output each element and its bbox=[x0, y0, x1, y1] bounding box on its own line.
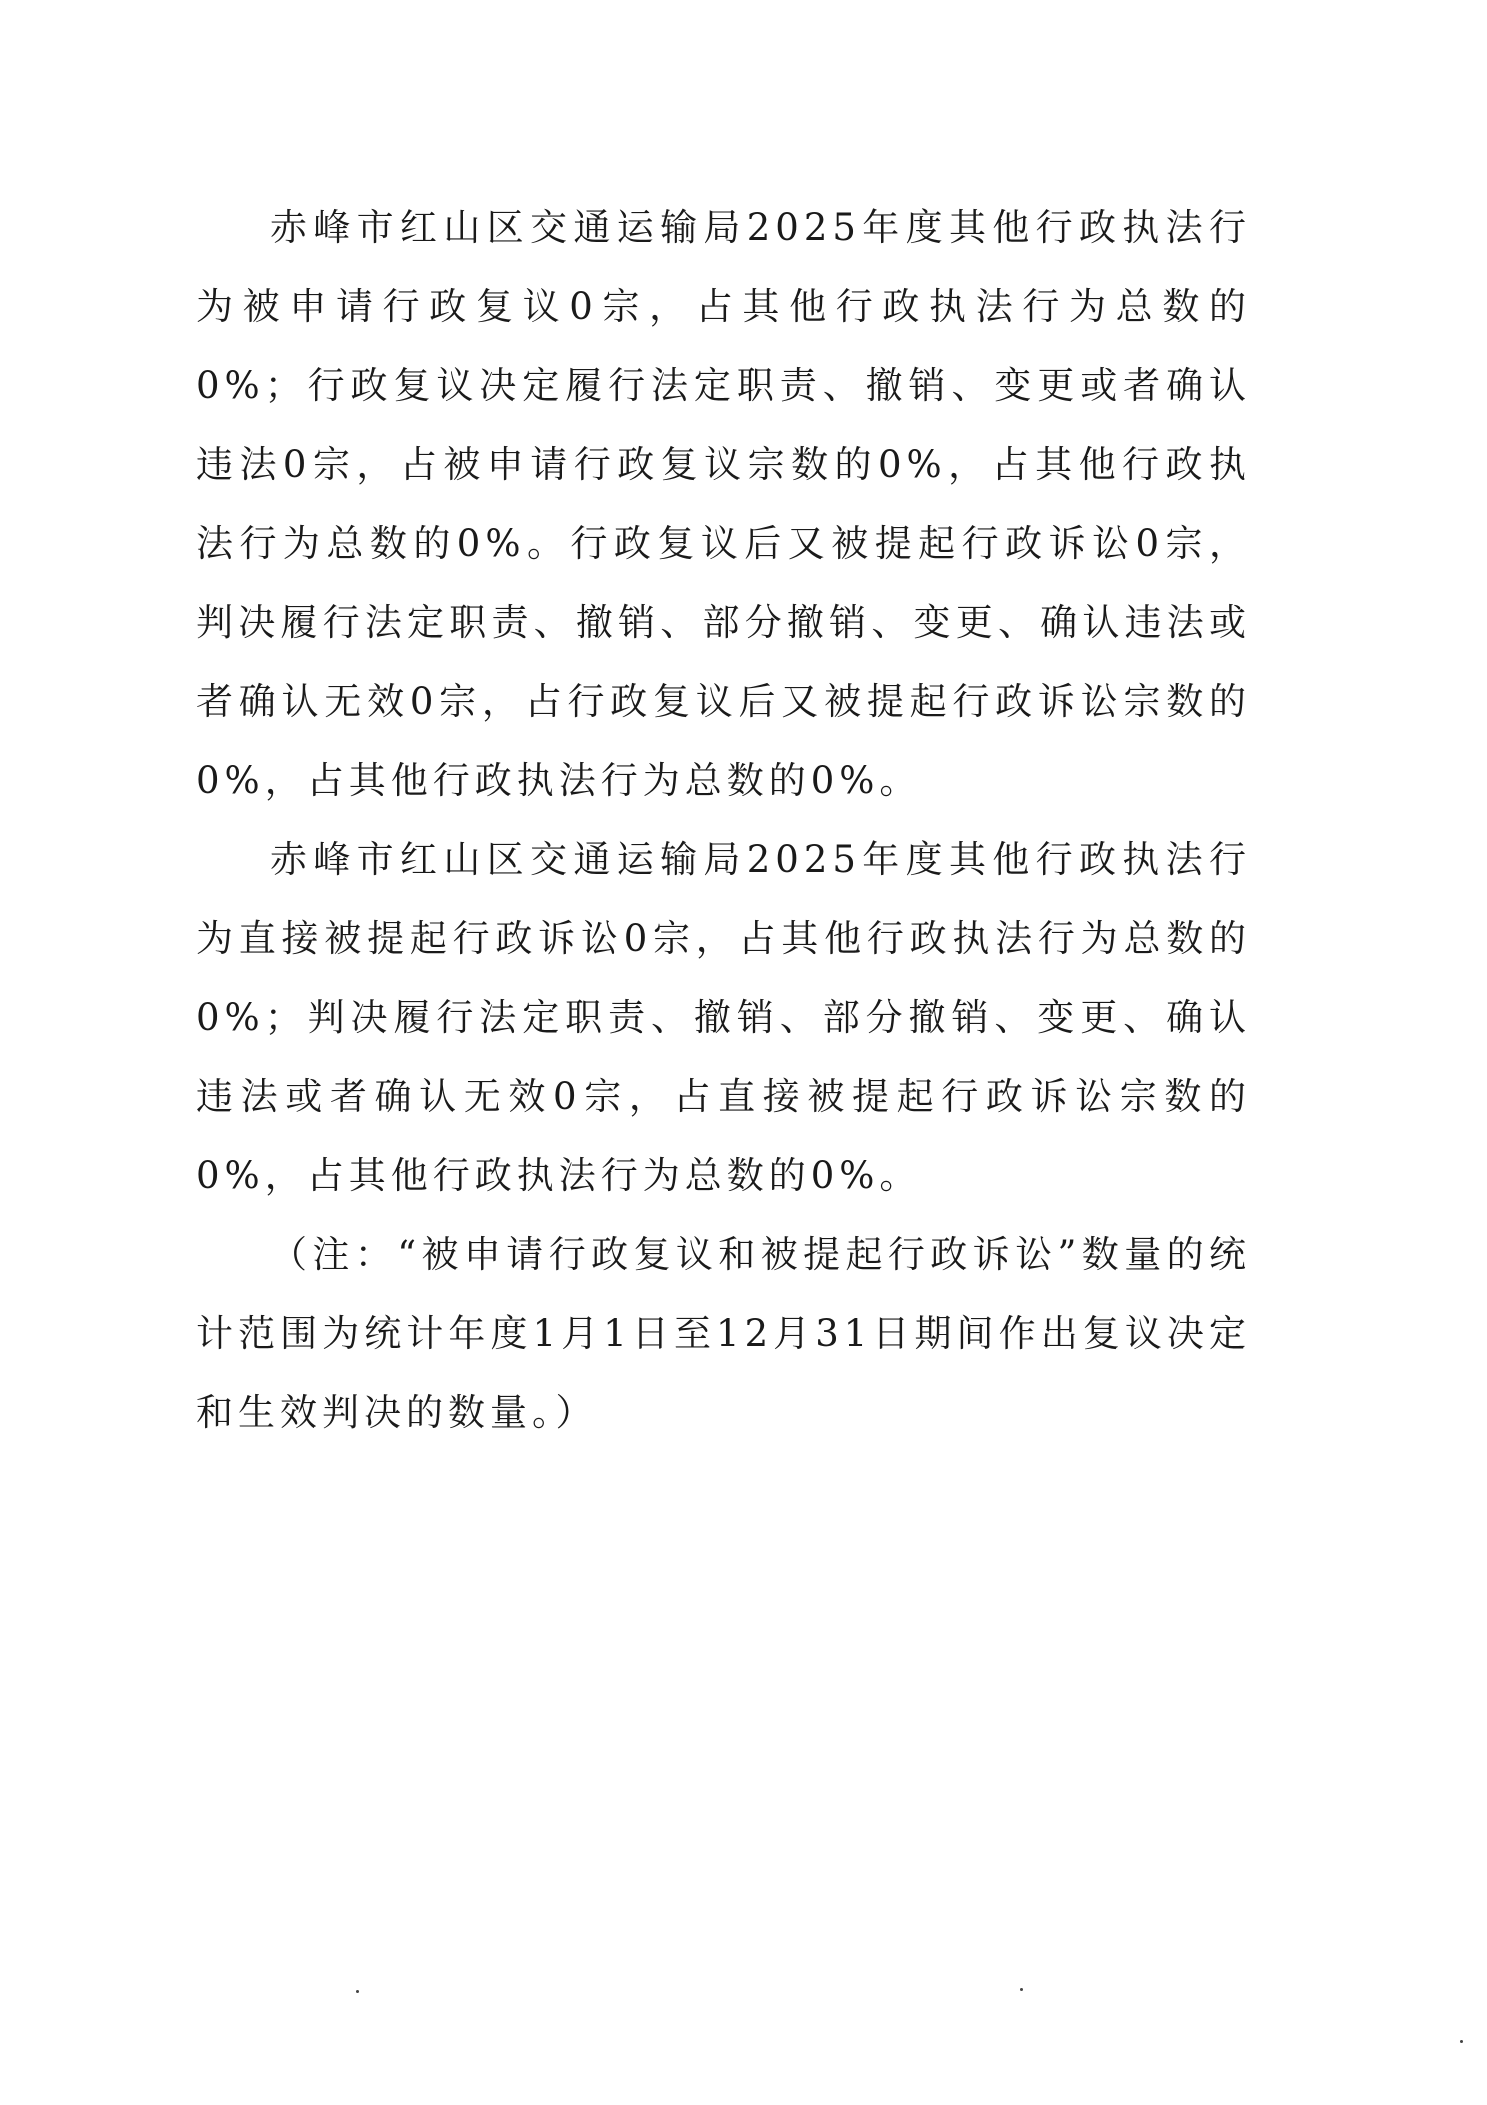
document-body bbox=[196, 188, 1251, 1452]
paragraph-litigation: 赤峰市红山区交通运输局2025年度其他行政执法行为直接被提起行政诉讼0宗，占其他行政执法行为总数的0%；判决履行法定职责、撤销、部分撤销、变更、确认违法或者确认无效0宗，占直接被提起行政诉讼宗数的0%，占其他行政执法行为总数的0%。 bbox=[196, 838, 1251, 1197]
paragraph-note: （注：“被申请行政复议和被提起行政诉讼”数量的统计范围为统计年度1月1日至12月31日期间作出复议决定和生效判决的数量。） bbox=[196, 1233, 1251, 1434]
scan-speck bbox=[1020, 1988, 1023, 1991]
scan-speck bbox=[356, 1990, 359, 1993]
scan-speck bbox=[1460, 2040, 1463, 2043]
paragraph-reconsideration: 赤峰市红山区交通运输局2025年度其他行政执法行为被申请行政复议0宗，占其他行政执法行为总数的0%；行政复议决定履行法定职责、撤销、变更或者确认违法0宗，占被申请行政复议宗数的0%，占其他行政执法行为总数的0%。行政复议后又被提起行政诉讼0宗，判决履行法定职责、撤销、部分撤销、变更、确认违法或者确认无效0宗，占行政复议后又被提起行政诉讼宗数的0%，占其他行政执法行为总数的0%。 bbox=[196, 206, 1251, 802]
